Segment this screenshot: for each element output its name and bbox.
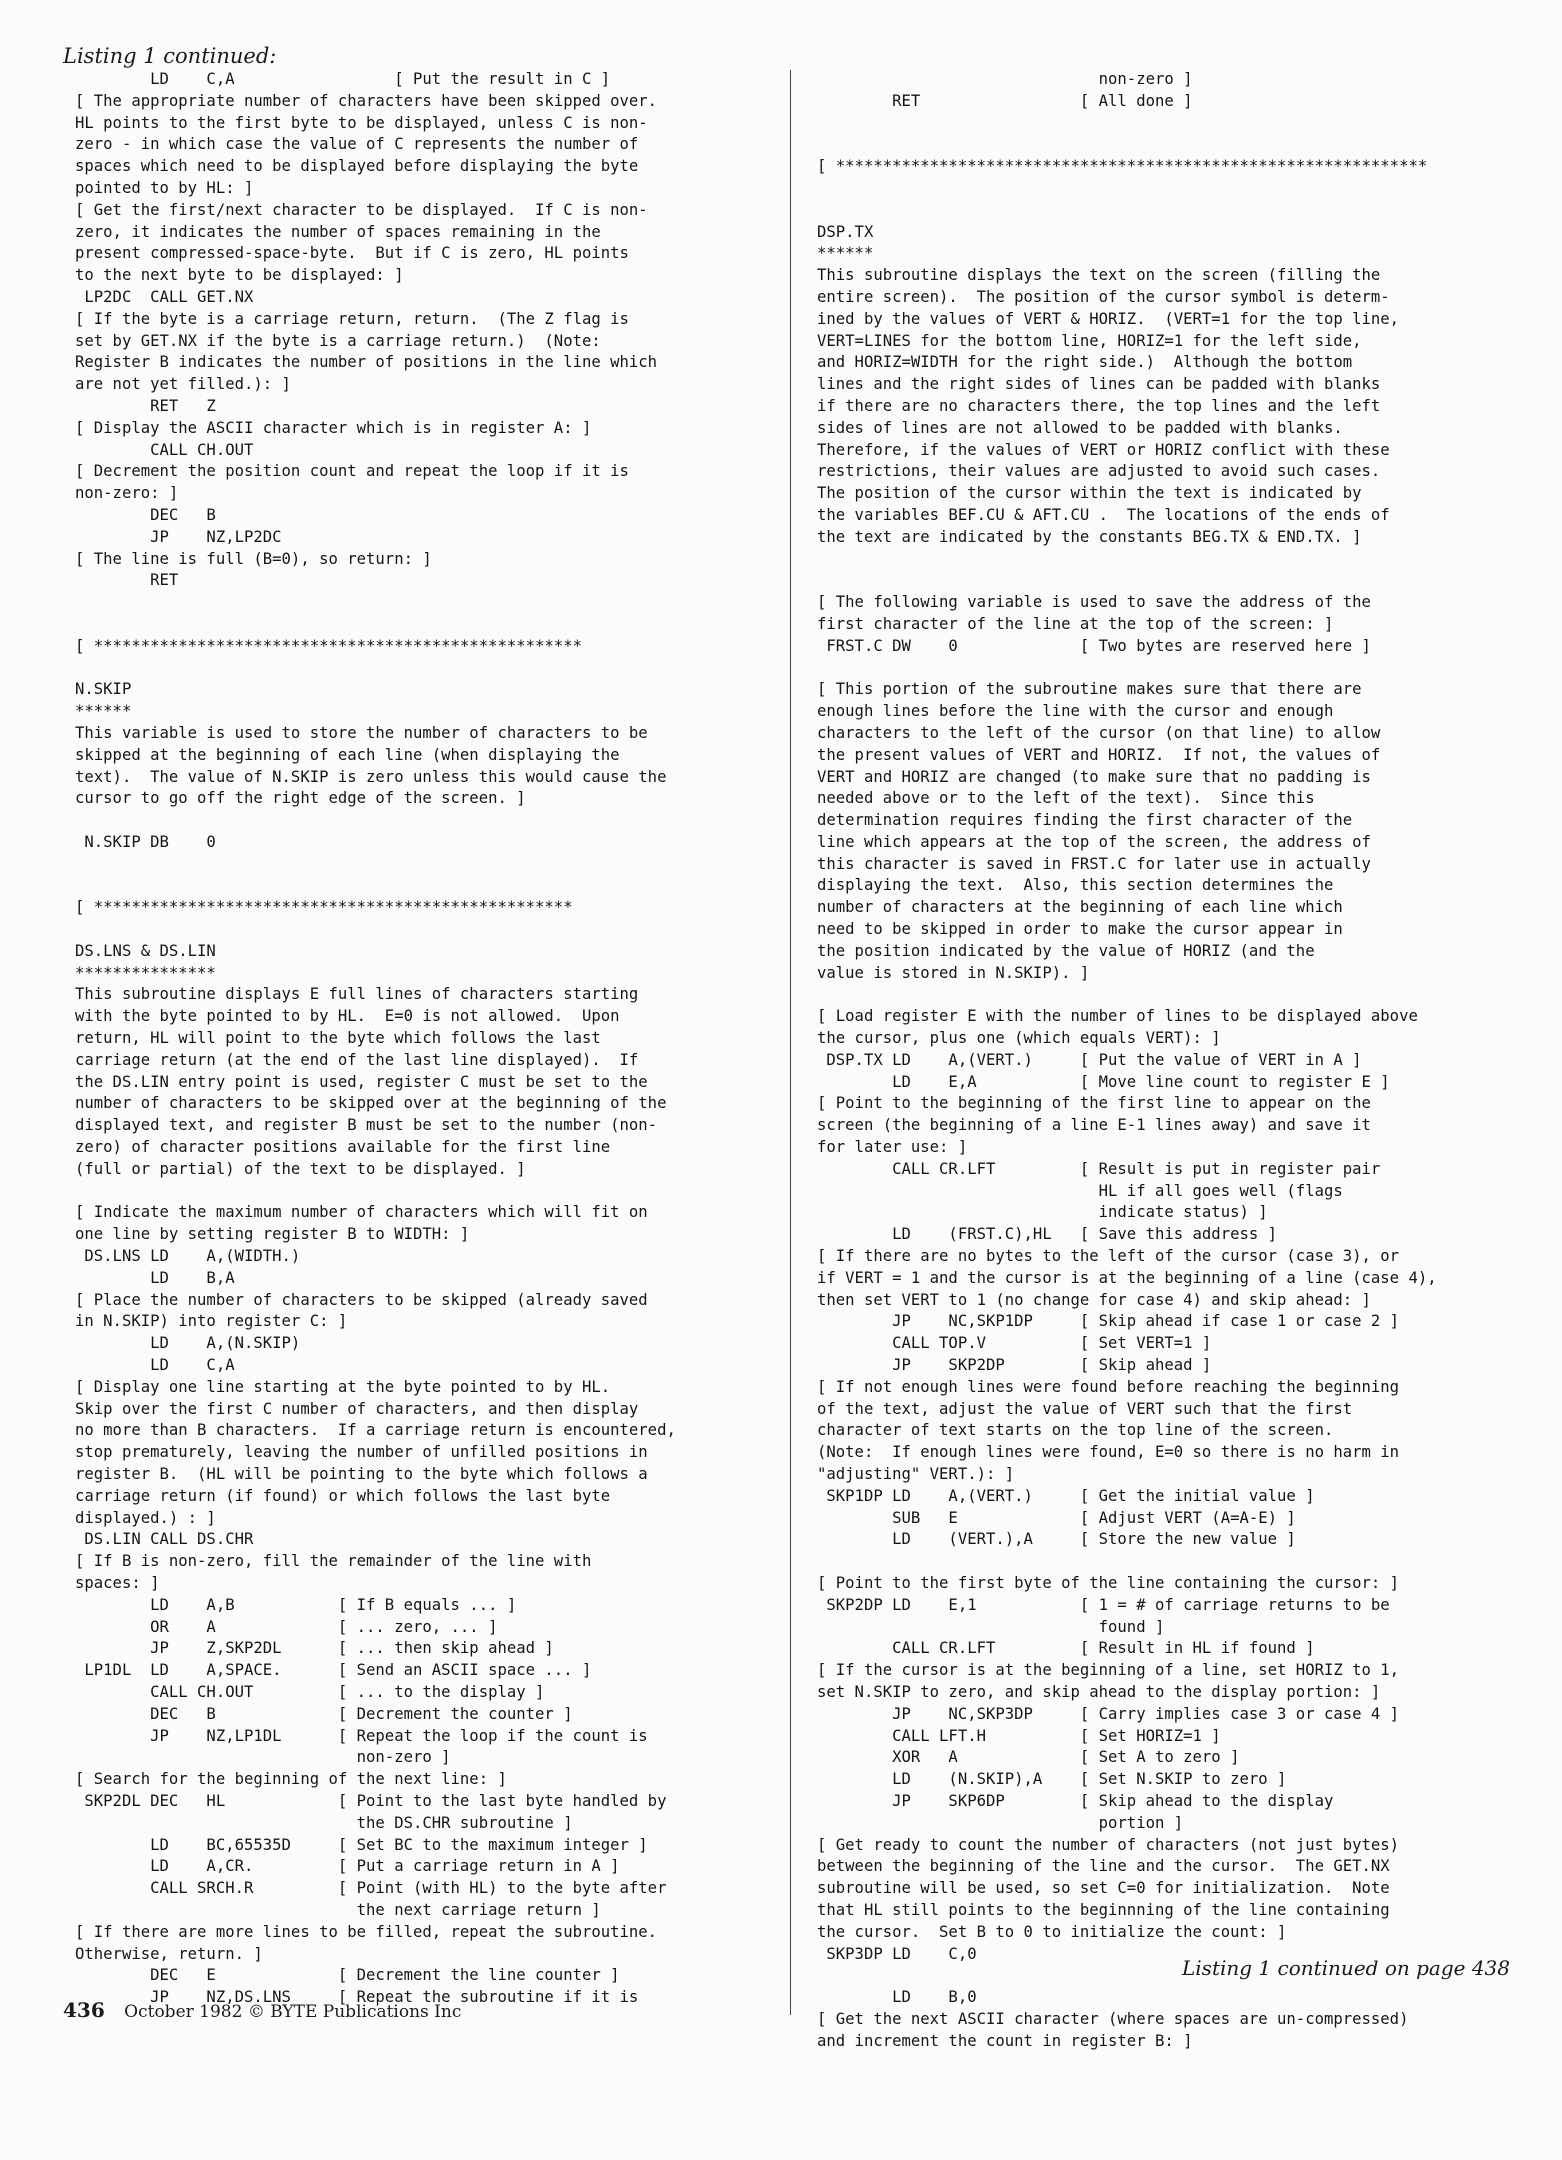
- code-line: of the text, adjust the value of VERT such that the first: [817, 1399, 1353, 1418]
- code-line: displaying the text. Also, this section determines the: [817, 876, 1334, 895]
- code-line: [ The line is full (B=0), so return: ]: [75, 549, 432, 568]
- code-line: JP SKP6DP [ Skip ahead to the display: [817, 1791, 1334, 1810]
- code-line: (full or partial) of the text to be displayed. ]: [75, 1159, 526, 1178]
- code-line: [ ***************************************************: [75, 898, 573, 917]
- code-line: zero) of character positions available for the first line: [75, 1138, 611, 1157]
- code-line: [ Display one line starting at the byte pointed to by HL.: [75, 1377, 611, 1396]
- code-line: "adjusting" VERT.): ]: [817, 1465, 1015, 1483]
- code-line: determination requires finding the first character of the: [817, 811, 1353, 830]
- code-line: LD B,0: [817, 1988, 977, 2007]
- code-line: SUB E [ Adjust VERT (A=A-E) ]: [817, 1508, 1296, 1527]
- code-line: Therefore, if the values of VERT or HORIZ conflict with these: [817, 440, 1390, 459]
- code-line: ***************: [75, 963, 216, 982]
- code-line: [ If the byte is a carriage return, return. (The Z flag is: [75, 309, 629, 328]
- code-line: the text are indicated by the constants BEG.TX & END.TX. ]: [817, 527, 1362, 546]
- code-line: [ The appropriate number of characters have been skipped over.: [75, 91, 658, 110]
- column-divider: [790, 70, 791, 2015]
- code-line: [ Get the first/next character to be displayed. If C is non-: [75, 200, 648, 219]
- code-line: [817, 178, 1517, 200]
- code-line: then set VERT to 1 (no change for case 4) and skip ahead: ]: [817, 1290, 1371, 1309]
- code-line: LD A,CR. [ Put a carriage return in A ]: [75, 1857, 620, 1876]
- code-line: [ This portion of the subroutine makes sure that there are: [817, 680, 1362, 699]
- code-line: (Note: If enough lines were found, E=0 so there is no harm in: [817, 1443, 1400, 1462]
- code-line: the present values of VERT and HORIZ. If not, the values of: [817, 745, 1381, 764]
- code-line: CALL SRCH.R [ Point (with HL) to the byte after: [75, 1879, 667, 1898]
- code-line: LD E,A [ Move line count to register E ]: [817, 1072, 1390, 1091]
- code-line: non-zero ]: [75, 1748, 451, 1767]
- code-line: the next carriage return ]: [75, 1900, 601, 1919]
- code-line: return, HL will point to the byte which follows the last: [75, 1029, 601, 1048]
- code-line: character of text starts on the top line of the screen.: [817, 1421, 1334, 1440]
- code-line: HL points to the first byte to be displayed, unless C is non-: [75, 113, 648, 132]
- code-line: [75, 875, 775, 897]
- code-line: DS.LIN CALL DS.CHR: [75, 1530, 254, 1549]
- code-line: spaces: ]: [75, 1573, 160, 1592]
- code-line: JP NZ,LP1DL [ Repeat the loop if the count is: [75, 1726, 648, 1745]
- code-line: LD A,B [ If B equals ... ]: [75, 1595, 517, 1614]
- code-line: ******: [75, 702, 132, 721]
- code-line: JP Z,SKP2DL [ ... then skip ahead ]: [75, 1639, 554, 1658]
- code-line: zero - in which case the value of C represents the number of: [75, 135, 639, 154]
- code-line: need to be skipped in order to make the cursor appear in: [817, 920, 1343, 939]
- code-line: [ If there are more lines to be filled, repeat the subroutine.: [75, 1922, 658, 1941]
- code-line: LD (VERT.),A [ Store the new value ]: [817, 1530, 1296, 1549]
- code-line: SKP2DL DEC HL [ Point to the last byte handled by: [75, 1791, 667, 1810]
- code-line: [817, 570, 1517, 592]
- code-line: [ If there are no bytes to the left of the cursor (case 3), or: [817, 1247, 1400, 1266]
- code-line: JP NZ,LP2DC: [75, 527, 282, 546]
- code-line: with the byte pointed to by HL. E=0 is not allowed. Upon: [75, 1007, 620, 1026]
- code-line: OR A [ ... zero, ... ]: [75, 1617, 498, 1636]
- code-line: first character of the line at the top of the screen: ]: [817, 614, 1334, 633]
- code-line: [817, 1551, 1517, 1573]
- code-line: CALL LFT.H [ Set HORIZ=1 ]: [817, 1726, 1221, 1745]
- code-line: JP NZ,DS.LNS [ Repeat the subroutine if it is: [75, 1988, 639, 2007]
- code-line: if VERT = 1 and the cursor is at the beginning of a line (case 4),: [817, 1268, 1437, 1287]
- code-line: displayed.) : ]: [75, 1508, 216, 1527]
- code-line: the DS.LIN entry point is used, register C must be set to the: [75, 1072, 648, 1091]
- code-line: DEC B [ Decrement the counter ]: [75, 1704, 573, 1723]
- code-line: CALL TOP.V [ Set VERT=1 ]: [817, 1334, 1212, 1353]
- code-line: CALL CR.LFT [ Result is put in register pair: [817, 1159, 1381, 1178]
- code-line: The position of the cursor within the text is indicated by: [817, 484, 1362, 503]
- code-line: [75, 592, 775, 614]
- code-line: Skip over the first C number of characters, and then display: [75, 1399, 639, 1418]
- code-line: RET: [75, 571, 179, 590]
- code-line: [75, 1181, 775, 1203]
- code-line: ined by the values of VERT & HORIZ. (VERT=1 for the top line,: [817, 309, 1400, 328]
- code-line: [817, 134, 1517, 156]
- code-line: text). The value of N.SKIP is zero unless this would cause the: [75, 767, 667, 786]
- code-line: cursor to go off the right edge of the screen. ]: [75, 789, 526, 808]
- code-line: [ Indicate the maximum number of characters which will fit on: [75, 1203, 648, 1222]
- code-line: zero, it indicates the number of spaces remaining in the: [75, 222, 601, 241]
- code-line: LD (FRST.C),HL [ Save this address ]: [817, 1225, 1278, 1244]
- code-line: one line by setting register B to WIDTH: ]: [75, 1225, 470, 1244]
- code-line: non-zero: ]: [75, 484, 179, 503]
- code-line: N.SKIP DB 0: [75, 832, 216, 851]
- code-line: Register B indicates the number of positions in the line which: [75, 353, 658, 372]
- code-line: [817, 549, 1517, 571]
- code-line: pointed to by HL: ]: [75, 178, 254, 197]
- code-line: skipped at the beginning of each line (when displaying the: [75, 745, 620, 764]
- code-line: number of characters to be skipped over at the beginning of the: [75, 1094, 667, 1113]
- code-line: that HL still points to the beginnning of the line containing: [817, 1900, 1390, 1919]
- code-line: JP NC,SKP3DP [ Carry implies case 3 or case 4 ]: [817, 1704, 1400, 1723]
- code-line: present compressed-space-byte. But if C is zero, HL points: [75, 244, 629, 263]
- code-line: [ Point to the beginning of the first line to appear on the: [817, 1094, 1371, 1113]
- code-line: set N.SKIP to zero, and skip ahead to the display portion: ]: [817, 1682, 1381, 1701]
- code-line: HL if all goes well (flags: [817, 1181, 1343, 1200]
- code-line: CALL CH.OUT [ ... to the display ]: [75, 1682, 545, 1701]
- code-line: portion ]: [817, 1813, 1184, 1832]
- code-line: found ]: [817, 1617, 1165, 1636]
- code-line: displayed text, and register B must be set to the number (non-: [75, 1116, 658, 1135]
- code-line: the variables BEF.CU & AFT.CU . The locations of the ends of: [817, 505, 1390, 524]
- code-line: FRST.C DW 0 [ Two bytes are reserved here ]: [817, 636, 1371, 655]
- code-line: spaces which need to be displayed before displaying the byte: [75, 157, 639, 176]
- code-line: carriage return (if found) or which follows the last byte: [75, 1486, 611, 1505]
- code-line: VERT and HORIZ are changed (to make sure that no padding is: [817, 767, 1371, 786]
- code-line: [ Search for the beginning of the next line: ]: [75, 1770, 507, 1789]
- code-line: [817, 658, 1517, 680]
- code-line: between the beginning of the line and the cursor. The GET.NX: [817, 1857, 1390, 1876]
- code-line: [ ***************************************************************: [817, 157, 1428, 176]
- code-line: RET Z: [75, 396, 216, 415]
- continued-note: Listing 1 continued on page 438: [1182, 1956, 1510, 1980]
- code-line: [ If B is non-zero, fill the remainder of the line with: [75, 1552, 592, 1571]
- code-line: [ Get ready to count the number of characters (not just bytes): [817, 1835, 1400, 1854]
- publication-credit: October 1982 © BYTE Publications Inc: [124, 2002, 462, 2022]
- code-line: carriage return (at the end of the last line displayed). If: [75, 1050, 639, 1069]
- code-line: screen (the beginning of a line E-1 lines away) and save it: [817, 1116, 1371, 1135]
- code-line: entire screen). The position of the cursor symbol is determ-: [817, 287, 1390, 306]
- code-line: ******: [817, 244, 874, 263]
- code-line: [817, 200, 1517, 222]
- code-line: LD (N.SKIP),A [ Set N.SKIP to zero ]: [817, 1770, 1287, 1789]
- code-line: subroutine will be used, so set C=0 for initialization. Note: [817, 1879, 1390, 1898]
- code-line: DEC B: [75, 505, 216, 524]
- code-line: [75, 614, 775, 636]
- code-line: LP2DC CALL GET.NX: [75, 287, 254, 306]
- code-line: LP1DL LD A,SPACE. [ Send an ASCII space ... ]: [75, 1661, 592, 1680]
- listing-header: Listing 1 continued:: [63, 44, 277, 68]
- code-line: set by GET.NX if the byte is a carriage return.) (Note:: [75, 331, 601, 350]
- code-line: This subroutine displays E full lines of characters starting: [75, 985, 639, 1004]
- code-line: non-zero ]: [817, 70, 1193, 88]
- code-line: SKP1DP LD A,(VERT.) [ Get the initial value ]: [817, 1486, 1315, 1505]
- code-line: LD BC,65535D [ Set BC to the maximum integer ]: [75, 1835, 648, 1854]
- code-line: This subroutine displays the text on the screen (filling the: [817, 266, 1381, 285]
- code-line: sides of lines are not allowed to be padded with blanks.: [817, 418, 1343, 437]
- code-line: the cursor, plus one (which equals VERT): ]: [817, 1029, 1221, 1048]
- page-footer: [63, 1998, 461, 2022]
- code-line: XOR A [ Set A to zero ]: [817, 1748, 1240, 1767]
- code-line: VERT=LINES for the bottom line, HORIZ=1 for the left side,: [817, 331, 1362, 350]
- code-line: are not yet filled.): ]: [75, 375, 291, 394]
- code-line: DEC E [ Decrement the line counter ]: [75, 1966, 620, 1985]
- code-line: [ Decrement the position count and repeat the loop if it is: [75, 462, 629, 481]
- code-line: the position indicated by the value of HORIZ (and the: [817, 941, 1315, 960]
- code-line: value is stored in N.SKIP). ]: [817, 963, 1090, 982]
- code-line: LD B,A: [75, 1268, 235, 1287]
- code-line: enough lines before the line with the cursor and enough: [817, 702, 1334, 721]
- code-line: to the next byte to be displayed: ]: [75, 266, 404, 285]
- code-line: SKP2DP LD E,1 [ 1 = # of carriage returns to be: [817, 1595, 1390, 1614]
- code-line: the DS.CHR subroutine ]: [75, 1813, 573, 1832]
- code-line: JP SKP2DP [ Skip ahead ]: [817, 1356, 1212, 1375]
- code-line: [ Place the number of characters to be skipped (already saved: [75, 1290, 648, 1309]
- code-line: DS.LNS LD A,(WIDTH.): [75, 1247, 301, 1266]
- page-number: 436: [63, 1998, 105, 2022]
- code-line: stop prematurely, leaving the number of unfilled positions in: [75, 1443, 648, 1462]
- code-line: [75, 658, 775, 680]
- code-line: LD C,A [ Put the result in C ]: [75, 70, 611, 88]
- code-line: register B. (HL will be pointing to the byte which follows a: [75, 1465, 648, 1483]
- code-line: [75, 810, 775, 832]
- code-line: SKP3DP LD C,0: [817, 1944, 977, 1963]
- code-line: JP NC,SKP1DP [ Skip ahead if case 1 or case 2 ]: [817, 1312, 1400, 1331]
- code-line: LD C,A: [75, 1356, 235, 1375]
- code-line: LD A,(N.SKIP): [75, 1334, 301, 1353]
- code-line: Otherwise, return. ]: [75, 1944, 263, 1963]
- code-line: DS.LNS & DS.LIN: [75, 941, 216, 960]
- code-line: CALL CR.LFT [ Result in HL if found ]: [817, 1639, 1315, 1658]
- code-line: This variable is used to store the number of characters to be: [75, 723, 648, 742]
- code-line: number of characters at the beginning of each line which: [817, 898, 1343, 917]
- code-line: [75, 854, 775, 876]
- code-line: RET [ All done ]: [817, 91, 1193, 110]
- code-line: [ Load register E with the number of lines to be displayed above: [817, 1007, 1418, 1026]
- code-line: DSP.TX LD A,(VERT.) [ Put the value of VERT in A ]: [817, 1050, 1362, 1069]
- code-line: line which appears at the top of the screen, the address of: [817, 832, 1371, 851]
- code-line: and increment the count in register B: ]: [817, 2031, 1193, 2050]
- code-line: no more than B characters. If a carriage return is encountered,: [75, 1421, 676, 1440]
- code-line: and HORIZ=WIDTH for the right side.) Although the bottom: [817, 353, 1353, 372]
- listing-left-column: [75, 69, 775, 2009]
- code-line: [817, 984, 1517, 1006]
- code-line: [817, 113, 1517, 135]
- code-line: lines and the right sides of lines can be padded with blanks: [817, 375, 1381, 394]
- code-line: [ If the cursor is at the beginning of a line, set HORIZ to 1,: [817, 1661, 1400, 1680]
- code-line: [ Point to the first byte of the line containing the cursor: ]: [817, 1573, 1400, 1592]
- code-line: the cursor. Set B to 0 to initialize the count: ]: [817, 1922, 1287, 1941]
- code-line: DSP.TX: [817, 222, 874, 241]
- code-line: if there are no characters there, the top lines and the left: [817, 396, 1381, 415]
- code-line: in N.SKIP) into register C: ]: [75, 1312, 348, 1331]
- code-line: indicate status) ]: [817, 1203, 1268, 1222]
- code-line: [ Get the next ASCII character (where spaces are un-compressed): [817, 2009, 1409, 2028]
- code-line: for later use: ]: [817, 1138, 968, 1157]
- code-line: [ The following variable is used to save the address of the: [817, 593, 1371, 612]
- code-line: N.SKIP: [75, 680, 132, 699]
- code-line: restrictions, their values are adjusted to avoid such cases.: [817, 462, 1381, 481]
- code-line: this character is saved in FRST.C for later use in actually: [817, 854, 1371, 873]
- code-line: characters to the left of the cursor (on that line) to allow: [817, 723, 1381, 742]
- code-line: [ If not enough lines were found before reaching the beginning: [817, 1377, 1400, 1396]
- code-line: [75, 919, 775, 941]
- code-line: CALL CH.OUT: [75, 440, 254, 459]
- code-line: [ ****************************************************: [75, 636, 582, 655]
- code-line: needed above or to the left of the text). Since this: [817, 789, 1315, 808]
- listing-right-column: [817, 69, 1517, 2053]
- code-line: [ Display the ASCII character which is in register A: ]: [75, 418, 592, 437]
